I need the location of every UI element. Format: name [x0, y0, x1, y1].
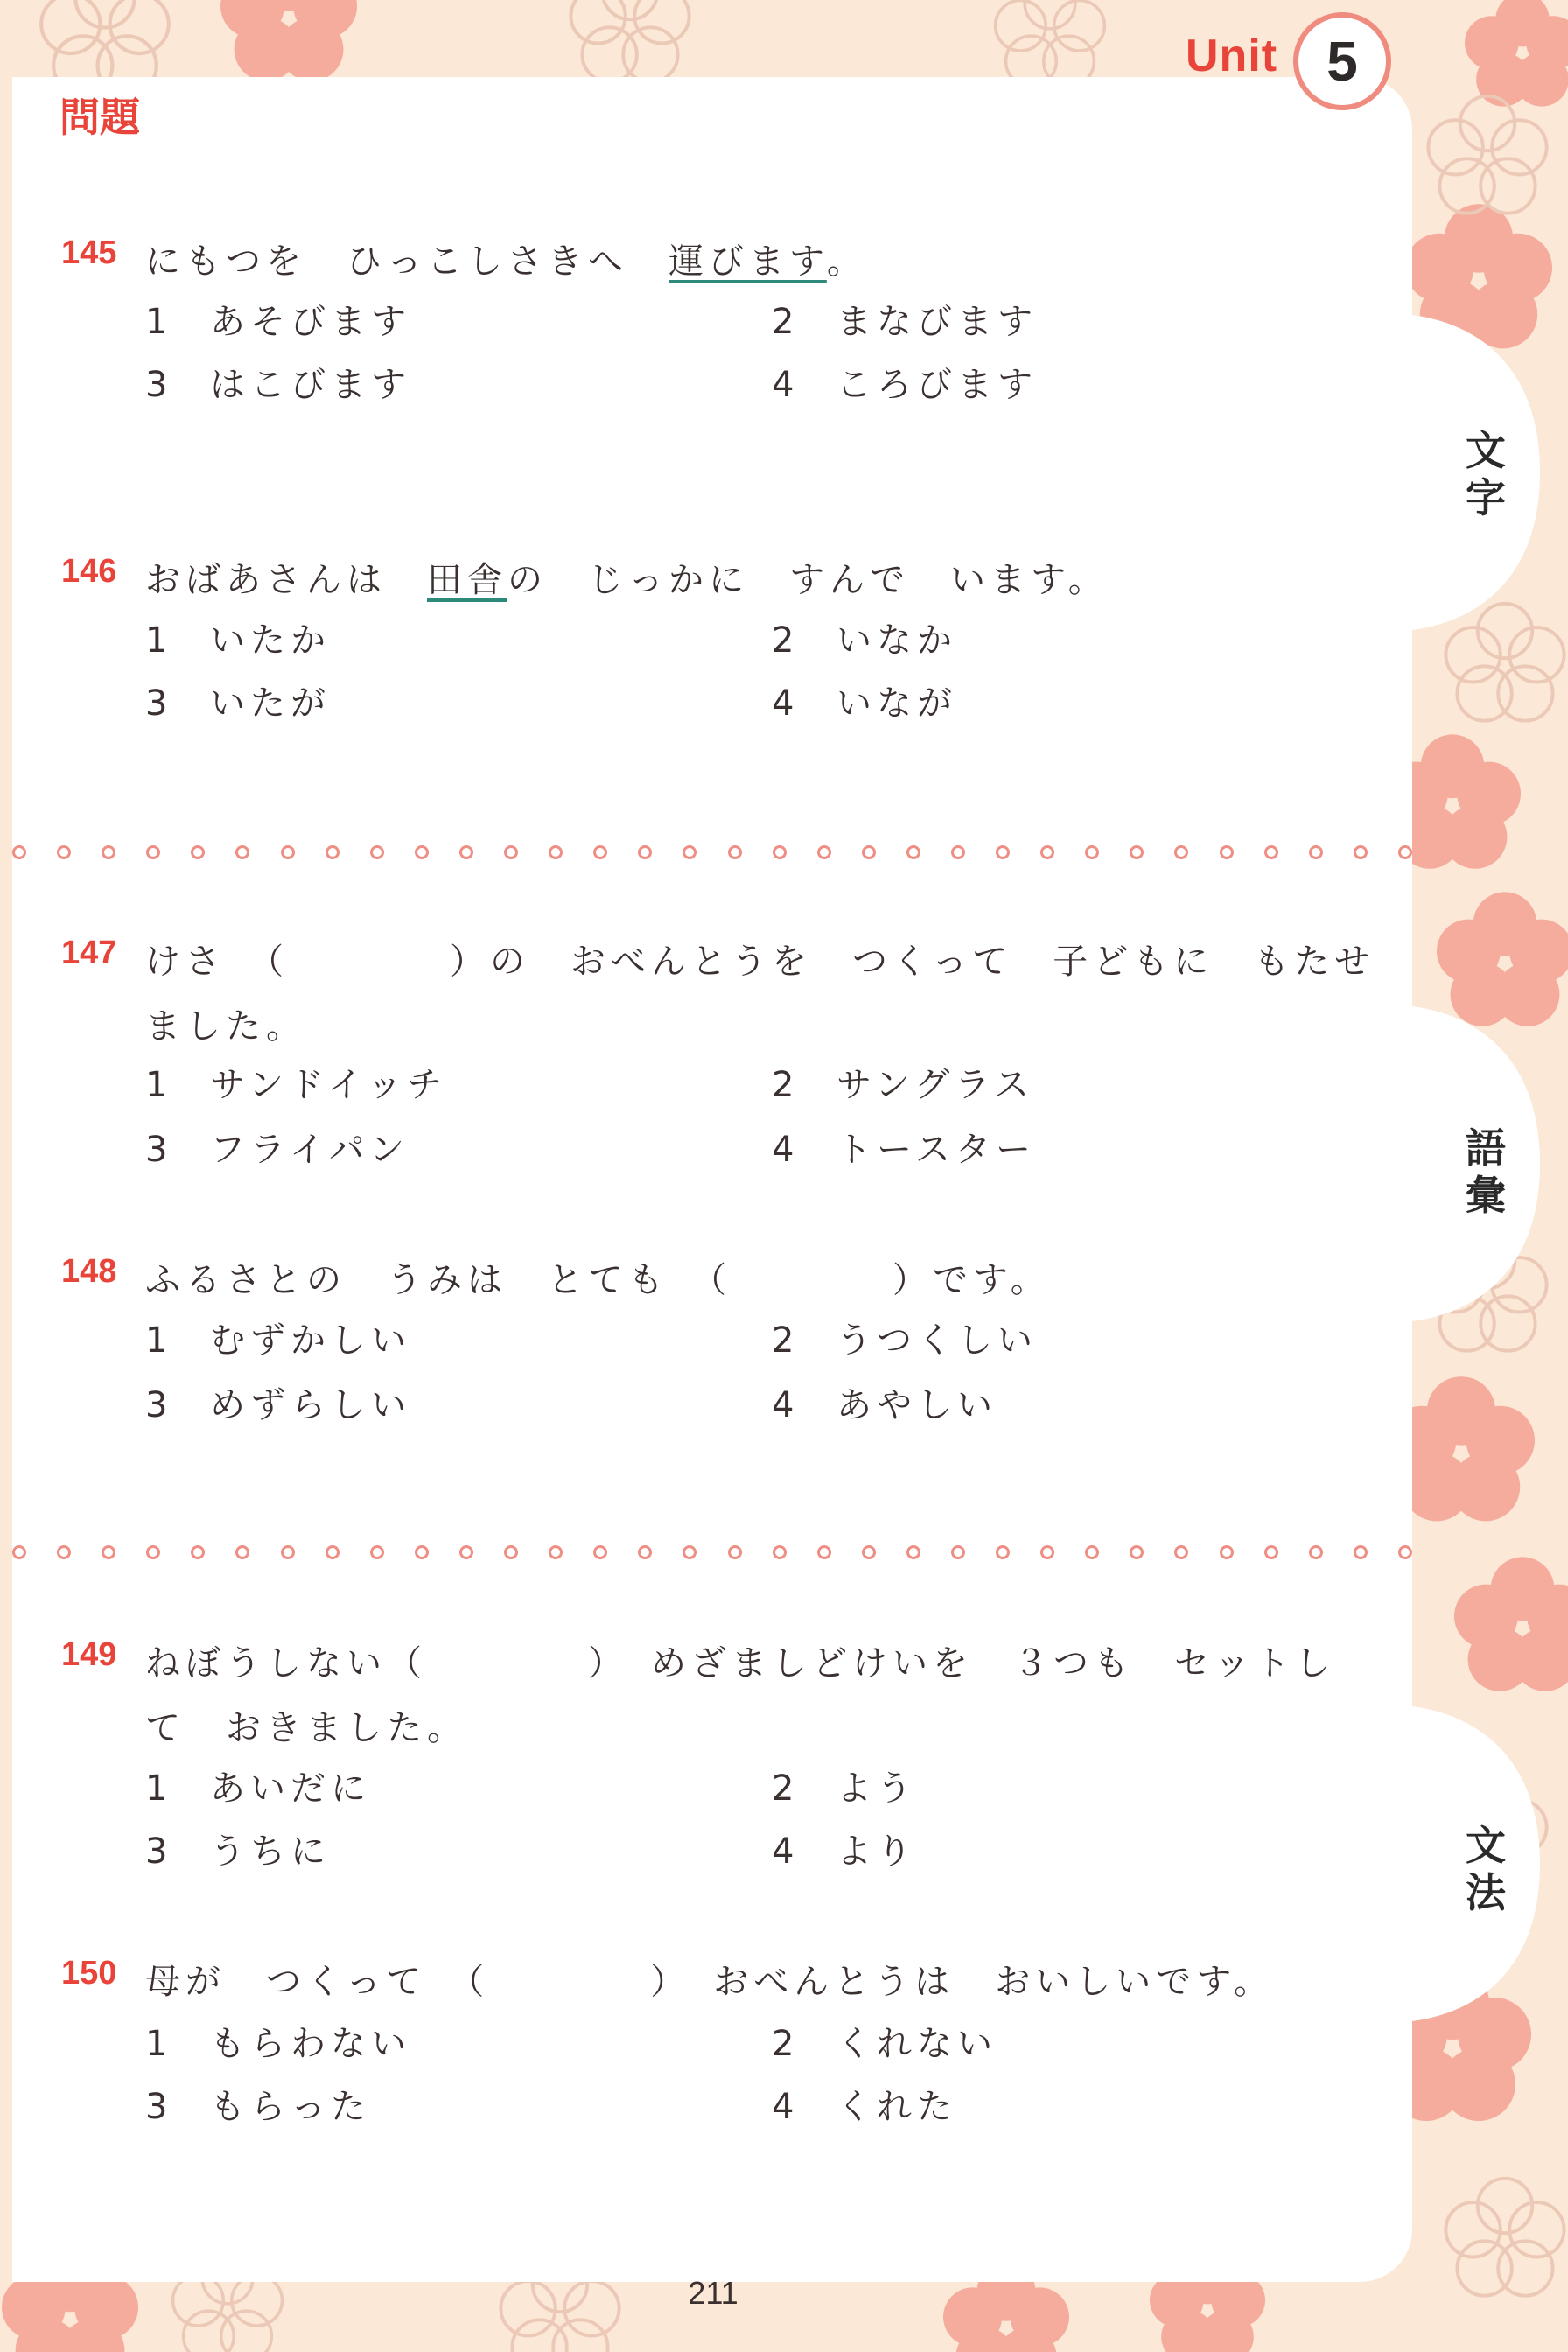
divider-dot: [1354, 1545, 1368, 1559]
option-4[interactable]: 4 いなが: [772, 683, 957, 724]
option-4[interactable]: 4 あやしい: [772, 1385, 998, 1425]
divider-dot: [326, 845, 340, 859]
side-tab-label: 語 彙: [1466, 1124, 1506, 1219]
question-number: 147: [61, 934, 117, 971]
divider-dot: [370, 1545, 384, 1559]
page-number: 211: [688, 2275, 738, 2311]
divider-dot: [728, 845, 742, 859]
underlined-word: 田舎: [427, 560, 508, 600]
divider-dot: [415, 845, 429, 859]
divider-dot: [593, 845, 607, 859]
option-3[interactable]: 3 いたが: [145, 683, 331, 724]
divider-dot: [370, 845, 384, 859]
question-number: 150: [61, 1955, 117, 1992]
divider-dot: [862, 845, 876, 859]
divider-dot: [682, 1545, 696, 1559]
divider-dot: [1398, 845, 1412, 859]
question-number: 146: [61, 553, 117, 590]
divider-dot: [682, 845, 696, 859]
dotted-divider: [12, 842, 1412, 863]
divider-dot: [1264, 845, 1278, 859]
divider-dot: [1174, 1545, 1188, 1559]
divider-dot: [102, 845, 116, 859]
divider-dot: [817, 1545, 831, 1559]
divider-dot: [191, 1545, 205, 1559]
unit-label: Unit: [1186, 31, 1278, 81]
option-1[interactable]: 1 あいだに: [145, 1768, 371, 1809]
divider-dot: [57, 845, 71, 859]
option-1[interactable]: 1 サンドイッチ: [145, 1065, 448, 1105]
option-4[interactable]: 4 ころびます: [772, 365, 1038, 405]
side-tab-bunpo[interactable]: [1460, 1822, 1512, 1916]
question-number: 148: [61, 1253, 117, 1290]
dotted-divider: [12, 1542, 1412, 1563]
divider-dot: [951, 1545, 965, 1559]
divider-dot: [1220, 845, 1234, 859]
divider-dot: [1309, 1545, 1323, 1559]
divider-dot: [1130, 1545, 1144, 1559]
divider-dot: [549, 1545, 563, 1559]
option-2[interactable]: 2 よう: [772, 1768, 917, 1809]
divider-dot: [281, 1545, 295, 1559]
question-text: おばあさんは 田舎の じっかに すんで います。: [145, 560, 1109, 600]
option-2[interactable]: 2 いなか: [772, 620, 957, 661]
option-4[interactable]: 4 くれた: [772, 2087, 957, 2127]
divider-dot: [1398, 1545, 1412, 1559]
divider-dot: [235, 845, 249, 859]
divider-dot: [459, 1545, 473, 1559]
question-number: 145: [61, 234, 117, 271]
divider-dot: [728, 1545, 742, 1559]
divider-dot: [281, 845, 295, 859]
divider-dot: [862, 1545, 876, 1559]
question-text: ねぼうしない（ ） めざましどけいを ３つも セットし て おきました。: [145, 1643, 1335, 1748]
option-3[interactable]: 3 はこびます: [145, 365, 411, 405]
divider-dot: [951, 845, 965, 859]
divider-dot: [638, 845, 652, 859]
option-2[interactable]: 2 まなびます: [772, 302, 1038, 342]
divider-dot: [996, 845, 1010, 859]
divider-dot: [459, 845, 473, 859]
divider-dot: [906, 1545, 920, 1559]
question-text: けさ （ ）の おべんとうを つくって 子どもに もたせ ました。: [145, 942, 1376, 1046]
divider-dot: [549, 845, 563, 859]
divider-dot: [57, 1545, 71, 1559]
option-3[interactable]: 3 もらった: [145, 2087, 371, 2127]
option-4[interactable]: 4 より: [772, 1831, 917, 1872]
question-text: 母が つくって （ ） おべんとうは おいしいです。: [145, 1962, 1274, 2002]
option-2[interactable]: 2 うつくしい: [772, 1320, 1038, 1361]
divider-dot: [12, 1545, 26, 1559]
option-2[interactable]: 2 サングラス: [772, 1065, 1034, 1105]
question-number: 149: [61, 1636, 117, 1673]
divider-dot: [415, 1545, 429, 1559]
divider-dot: [638, 1545, 652, 1559]
side-tab-label: 文 法: [1466, 1822, 1506, 1916]
option-4[interactable]: 4 トースター: [772, 1130, 1036, 1170]
question-text: ふるさとの うみは とても （ ）です。: [145, 1260, 1051, 1300]
divider-dot: [906, 845, 920, 859]
divider-dot: [102, 1545, 116, 1559]
option-2[interactable]: 2 くれない: [772, 2024, 998, 2064]
divider-dot: [1220, 1545, 1234, 1559]
option-1[interactable]: 1 もらわない: [145, 2024, 411, 2064]
divider-dot: [12, 845, 26, 859]
divider-dot: [191, 845, 205, 859]
side-tab-label: 文 字: [1466, 427, 1506, 522]
divider-dot: [235, 1545, 249, 1559]
divider-dot: [1264, 1545, 1278, 1559]
divider-dot: [773, 845, 787, 859]
divider-dot: [1040, 1545, 1054, 1559]
question-text: にもつを ひっこしさきへ 運びます。: [145, 242, 867, 282]
divider-dot: [146, 845, 160, 859]
divider-dot: [593, 1545, 607, 1559]
section-title: 問題: [60, 94, 140, 141]
divider-dot: [1085, 1545, 1099, 1559]
option-1[interactable]: 1 むずかしい: [145, 1320, 411, 1361]
side-tab-moji[interactable]: [1460, 427, 1512, 522]
side-tab-goi[interactable]: [1460, 1124, 1512, 1219]
divider-dot: [817, 845, 831, 859]
option-3[interactable]: 3 めずらしい: [145, 1385, 411, 1425]
divider-dot: [1309, 845, 1323, 859]
unit-number-badge: 5: [1293, 12, 1391, 110]
divider-dot: [1130, 845, 1144, 859]
divider-dot: [1085, 845, 1099, 859]
divider-dot: [1040, 845, 1054, 859]
divider-dot: [504, 1545, 518, 1559]
underlined-word: 運びます: [668, 242, 827, 282]
option-1[interactable]: 1 あそびます: [145, 302, 411, 342]
divider-dot: [146, 1545, 160, 1559]
divider-dot: [996, 1545, 1010, 1559]
divider-dot: [1174, 845, 1188, 859]
divider-dot: [773, 1545, 787, 1559]
divider-dot: [1354, 845, 1368, 859]
option-1[interactable]: 1 いたか: [145, 620, 331, 661]
option-3[interactable]: 3 フライパン: [145, 1130, 410, 1170]
divider-dot: [326, 1545, 340, 1559]
option-3[interactable]: 3 うちに: [145, 1831, 331, 1872]
divider-dot: [504, 845, 518, 859]
